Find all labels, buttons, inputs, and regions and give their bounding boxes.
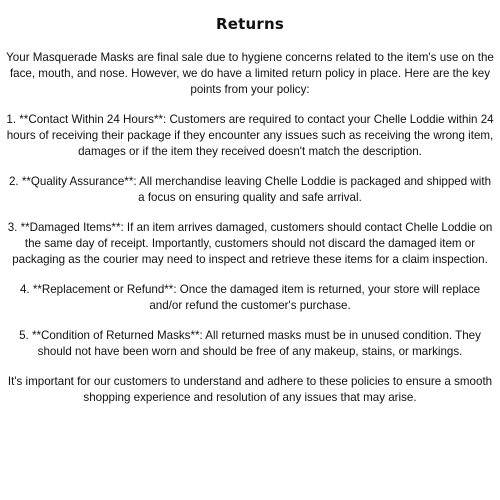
policy-point-quality: 2. **Quality Assurance**: All merchandise leaving Chelle Loddie is packaged and shipped with a focus on ensuring quality and safe arrival. <box>8 175 492 204</box>
policy-point-damaged: 3. **Damaged Items**: If an item arrives damaged, customers should contact Chelle Loddie on the same day of receipt. Importantly, customers should not discard the damaged item or packaging as the courier may need to inspect and retrieve these items for a claim inspection. <box>7 221 493 266</box>
closing-paragraph: It's important for our customers to understand and adhere to these policies to ensure a smooth shopping experience and resolution of any issues that may arise. <box>7 375 493 404</box>
policy-point-replacement: 4. **Replacement or Refund**: Once the damaged item is returned, your store will replace and/or refund the customer's purchase. <box>19 283 481 312</box>
policy-point-contact: 1. **Contact Within 24 Hours**: Customers are required to contact your Chelle Loddie within 24 hours of receiving their package if they encounter any issues such as receiving the wrong item, damages or if the item they received doesn't match the description. <box>6 113 494 158</box>
policy-point-condition: 5. **Condition of Returned Masks**: All returned masks must be in unused condition. They should not have been worn and should be free of any makeup, stains, or markings. <box>19 329 481 358</box>
page-title: Returns <box>216 15 284 33</box>
intro-paragraph: Your Masquerade Masks are final sale due to hygiene concerns related to the item's use on the face, mouth, and nose. However, we do have a limited return policy in place. Here are the key points from your policy: <box>6 51 494 96</box>
